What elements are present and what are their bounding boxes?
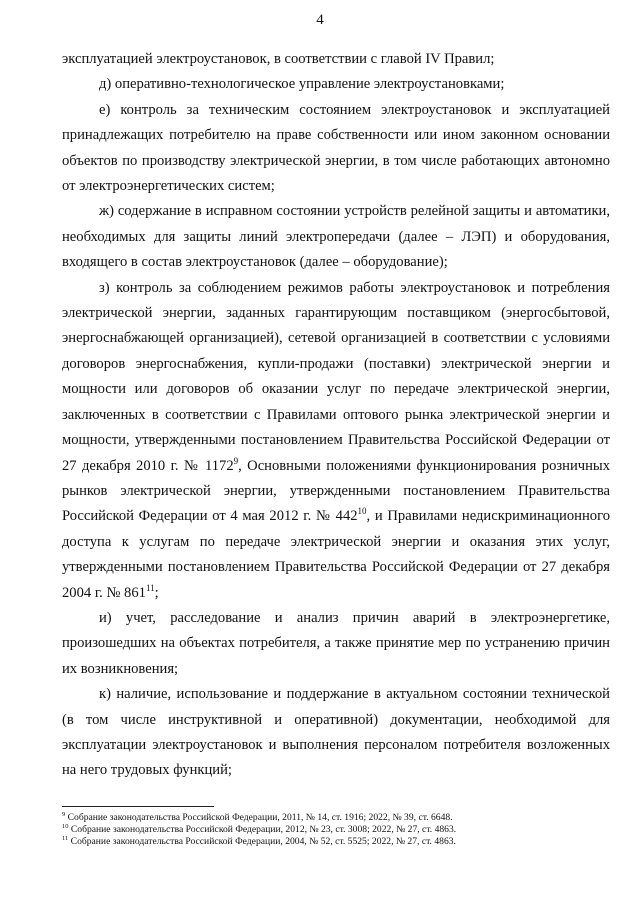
paragraph-text: з) контроль за соблюдением режимов работы электроустановок и потребления электрической энергии, заданных гарантирующим поставщиком (энергосбытовой, энергоснабжающей организацией), сетевой организацией в соответствии с условиями договоров энергоснабжения, купли-продажи (поставки) электрической энергии и мощности или договоров об оказании услуг по передаче электрической энергии, заключенных в соответствии с Правилами оптового рынка электрической энергии и мощности, утвержденными постановлением Правительства Российской Федерации от 27 декабря 2010 г. № 1172 (62, 279, 610, 474)
body-text (62, 47, 610, 784)
footnote-9 (62, 812, 622, 824)
footnote-text: Собрание законодательства Российской Федерации, 2012, № 23, ст. 3008; 2022, № 27, ст. 4863. (68, 824, 457, 836)
paragraph-text: ; (154, 584, 159, 601)
footnote-mark: 9 (62, 810, 66, 818)
paragraph-item-e: е) контроль за техническим состоянием электроустановок и эксплуатацией принадлежащих потребителю на праве собственности или ином законном основании объектов по производству электрической энергии, в том числе работающих автономно от электроэнергетических систем; (62, 101, 610, 195)
page-number: 4 (316, 12, 324, 28)
footnote-mark: 11 (62, 835, 69, 843)
paragraph-item-k: к) наличие, использование и поддержание в актуальном состоянии технической (в том числе инструктивной и оперативной) документации, необходимой для эксплуатации электроустановок и выполнения персоналом потребителя возложенных на него трудовых функций; (62, 686, 610, 779)
footnote-separator (62, 806, 214, 807)
footnote-ref-9[interactable]: 9 (233, 455, 239, 466)
footnote-text: Собрание законодательства Российской Федерации, 2011, № 14, ст. 1916; 2022, № 39, ст. 6648. (65, 812, 453, 823)
paragraph-item-i: и) учет, расследование и анализ причин аварий в электроэнергетике, произошедших на объектах потребителя, а также принятие мер по устранению причин их возникновения; (62, 609, 610, 677)
paragraph-text: , Основными положениями функционирования розничных рынков электрической энергии, утвержденными постановлением Правительства Российской Федерации от 4 мая 2012 г. № 442 (62, 457, 611, 525)
footnote-text: Собрание законодательства Российской Федерации, 2004, № 52, ст. 5525; 2022, № 27, ст. 4863. (68, 836, 456, 848)
paragraph-item-z (62, 276, 610, 606)
footnote-ref-11[interactable]: 11 (145, 582, 155, 593)
footnote-10 (62, 824, 622, 836)
footnotes (62, 812, 622, 849)
paragraph-item-d: д) оперативно-технологическое управление электроустановками; (99, 76, 505, 93)
paragraph-continuation: эксплуатацией электроустановок, в соответствии с главой IV Правил; (62, 51, 495, 67)
paragraph-text: , и Правилами недискриминационного доступа к услугам по передаче электрической энергии и оказания этих услуг, утвержденными постановлением Правительства Российской Федерации от 27 декабря 2004 г. № 861 (62, 508, 610, 601)
footnote-11 (62, 836, 622, 848)
footnote-mark: 10 (62, 823, 69, 831)
footnote-ref-10[interactable]: 10 (357, 506, 367, 517)
paragraph-item-zh: ж) содержание в исправном состоянии устройств релейной защиты и автоматики, необходимых для защиты линий электропередачи (далее – ЛЭП) и оборудования, входящего в состав электроустановок (далее – оборудование); (62, 203, 610, 271)
